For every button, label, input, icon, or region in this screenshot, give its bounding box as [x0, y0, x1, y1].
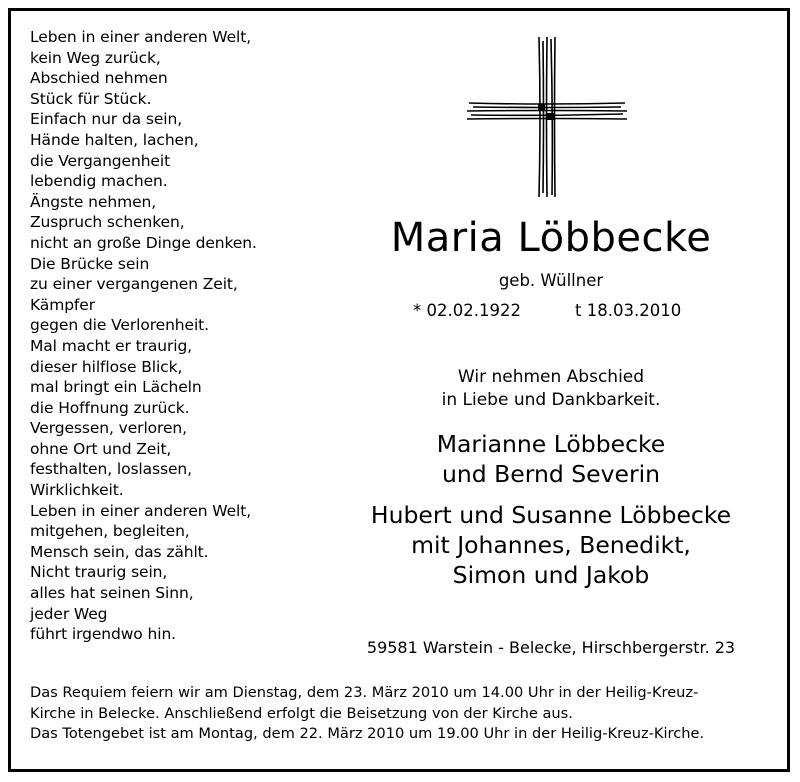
family-group — [321, 500, 781, 590]
family-line: und Bernd Severin — [441, 460, 661, 488]
poem-line: Leben in einer anderen Welt, — [30, 28, 252, 46]
poem-line: lebendig machen. — [30, 172, 168, 191]
maiden-name: geb. Wüllner — [498, 271, 604, 290]
poem-line: Leben in einer anderen Welt, — [30, 501, 252, 520]
announcements — [30, 683, 780, 745]
family-line: Simon und Jakob — [452, 561, 650, 589]
poem-line: gegen die Verlorenheit. — [30, 316, 209, 335]
death-date: t 18.03.2010 — [575, 301, 682, 320]
announcement-line: Kirche in Belecke. Anschließend erfolgt die Beisetzung von der Kirche aus. — [30, 704, 573, 722]
poem-line: Nicht traurig sein, — [30, 563, 168, 582]
poem-line: alles hat seinen Sinn, — [30, 584, 194, 603]
poem-line: führt irgendwo hin. — [30, 625, 176, 644]
poem-line: Hände halten, lachen, — [30, 130, 199, 149]
family-group — [321, 429, 781, 489]
poem-line: jeder Weg — [30, 604, 108, 623]
poem — [30, 27, 330, 645]
poem-line: zu einer vergangenen Zeit, — [30, 275, 238, 294]
farewell-line: Wir nehmen Abschied — [457, 367, 645, 387]
poem-line: Zuspruch schenken, — [30, 213, 185, 232]
poem-line: ohne Ort und Zeit, — [30, 439, 172, 458]
poem-line: Mal macht er traurig, — [30, 336, 193, 355]
poem-line: Kämpfer — [30, 295, 95, 314]
poem-line: Ängste nehmen, — [30, 192, 157, 211]
announcement-line: Das Requiem feiern wir am Dienstag, dem 23. März 2010 um 14.00 Uhr in der Heilig-Kreuz- — [30, 684, 699, 701]
poem-line: die Vergangenheit — [30, 151, 171, 170]
poem-line: mitgehen, begleiten, — [30, 522, 190, 541]
farewell-line: in Liebe und Dankbarkeit. — [441, 389, 661, 410]
poem-line: dieser hilflose Blick, — [30, 357, 183, 376]
poem-line: nicht an große Dinge denken. — [30, 233, 257, 252]
family-line: mit Johannes, Benedikt, — [411, 531, 691, 559]
address: 59581 Warstein - Belecke, Hirschbergerstr. 23 — [366, 638, 736, 657]
poem-line: Wirklichkeit. — [30, 481, 124, 500]
poem-line: Die Brücke sein — [30, 254, 150, 273]
poem-line: kein Weg zurück, — [30, 48, 161, 67]
poem-line: Vergessen, verloren, — [30, 419, 187, 438]
poem-line: Abschied nehmen — [30, 69, 168, 88]
poem-line: Einfach nur da sein, — [30, 110, 183, 129]
poem-line: Mensch sein, das zählt. — [30, 542, 209, 561]
poem-line: festhalten, loslassen, — [30, 460, 192, 479]
farewell-text — [321, 366, 781, 411]
birth-date: * 02.02.1922 — [413, 301, 521, 320]
cross-icon — [467, 37, 627, 197]
obituary-notice — [8, 8, 790, 772]
poem-line: Stück für Stück. — [30, 89, 152, 108]
poem-line: die Hoffnung zurück. — [30, 398, 190, 417]
family-line: Marianne Löbbecke — [436, 430, 666, 458]
deceased-name: Maria Löbbecke — [390, 215, 712, 261]
announcement-line: Das Totengebet ist am Montag, dem 22. März 2010 um 19.00 Uhr in der Heilig-Kreuz-Kirche. — [30, 725, 705, 742]
poem-line: mal bringt ein Lächeln — [30, 378, 202, 397]
family-line: Hubert und Susanne Löbbecke — [370, 501, 732, 529]
